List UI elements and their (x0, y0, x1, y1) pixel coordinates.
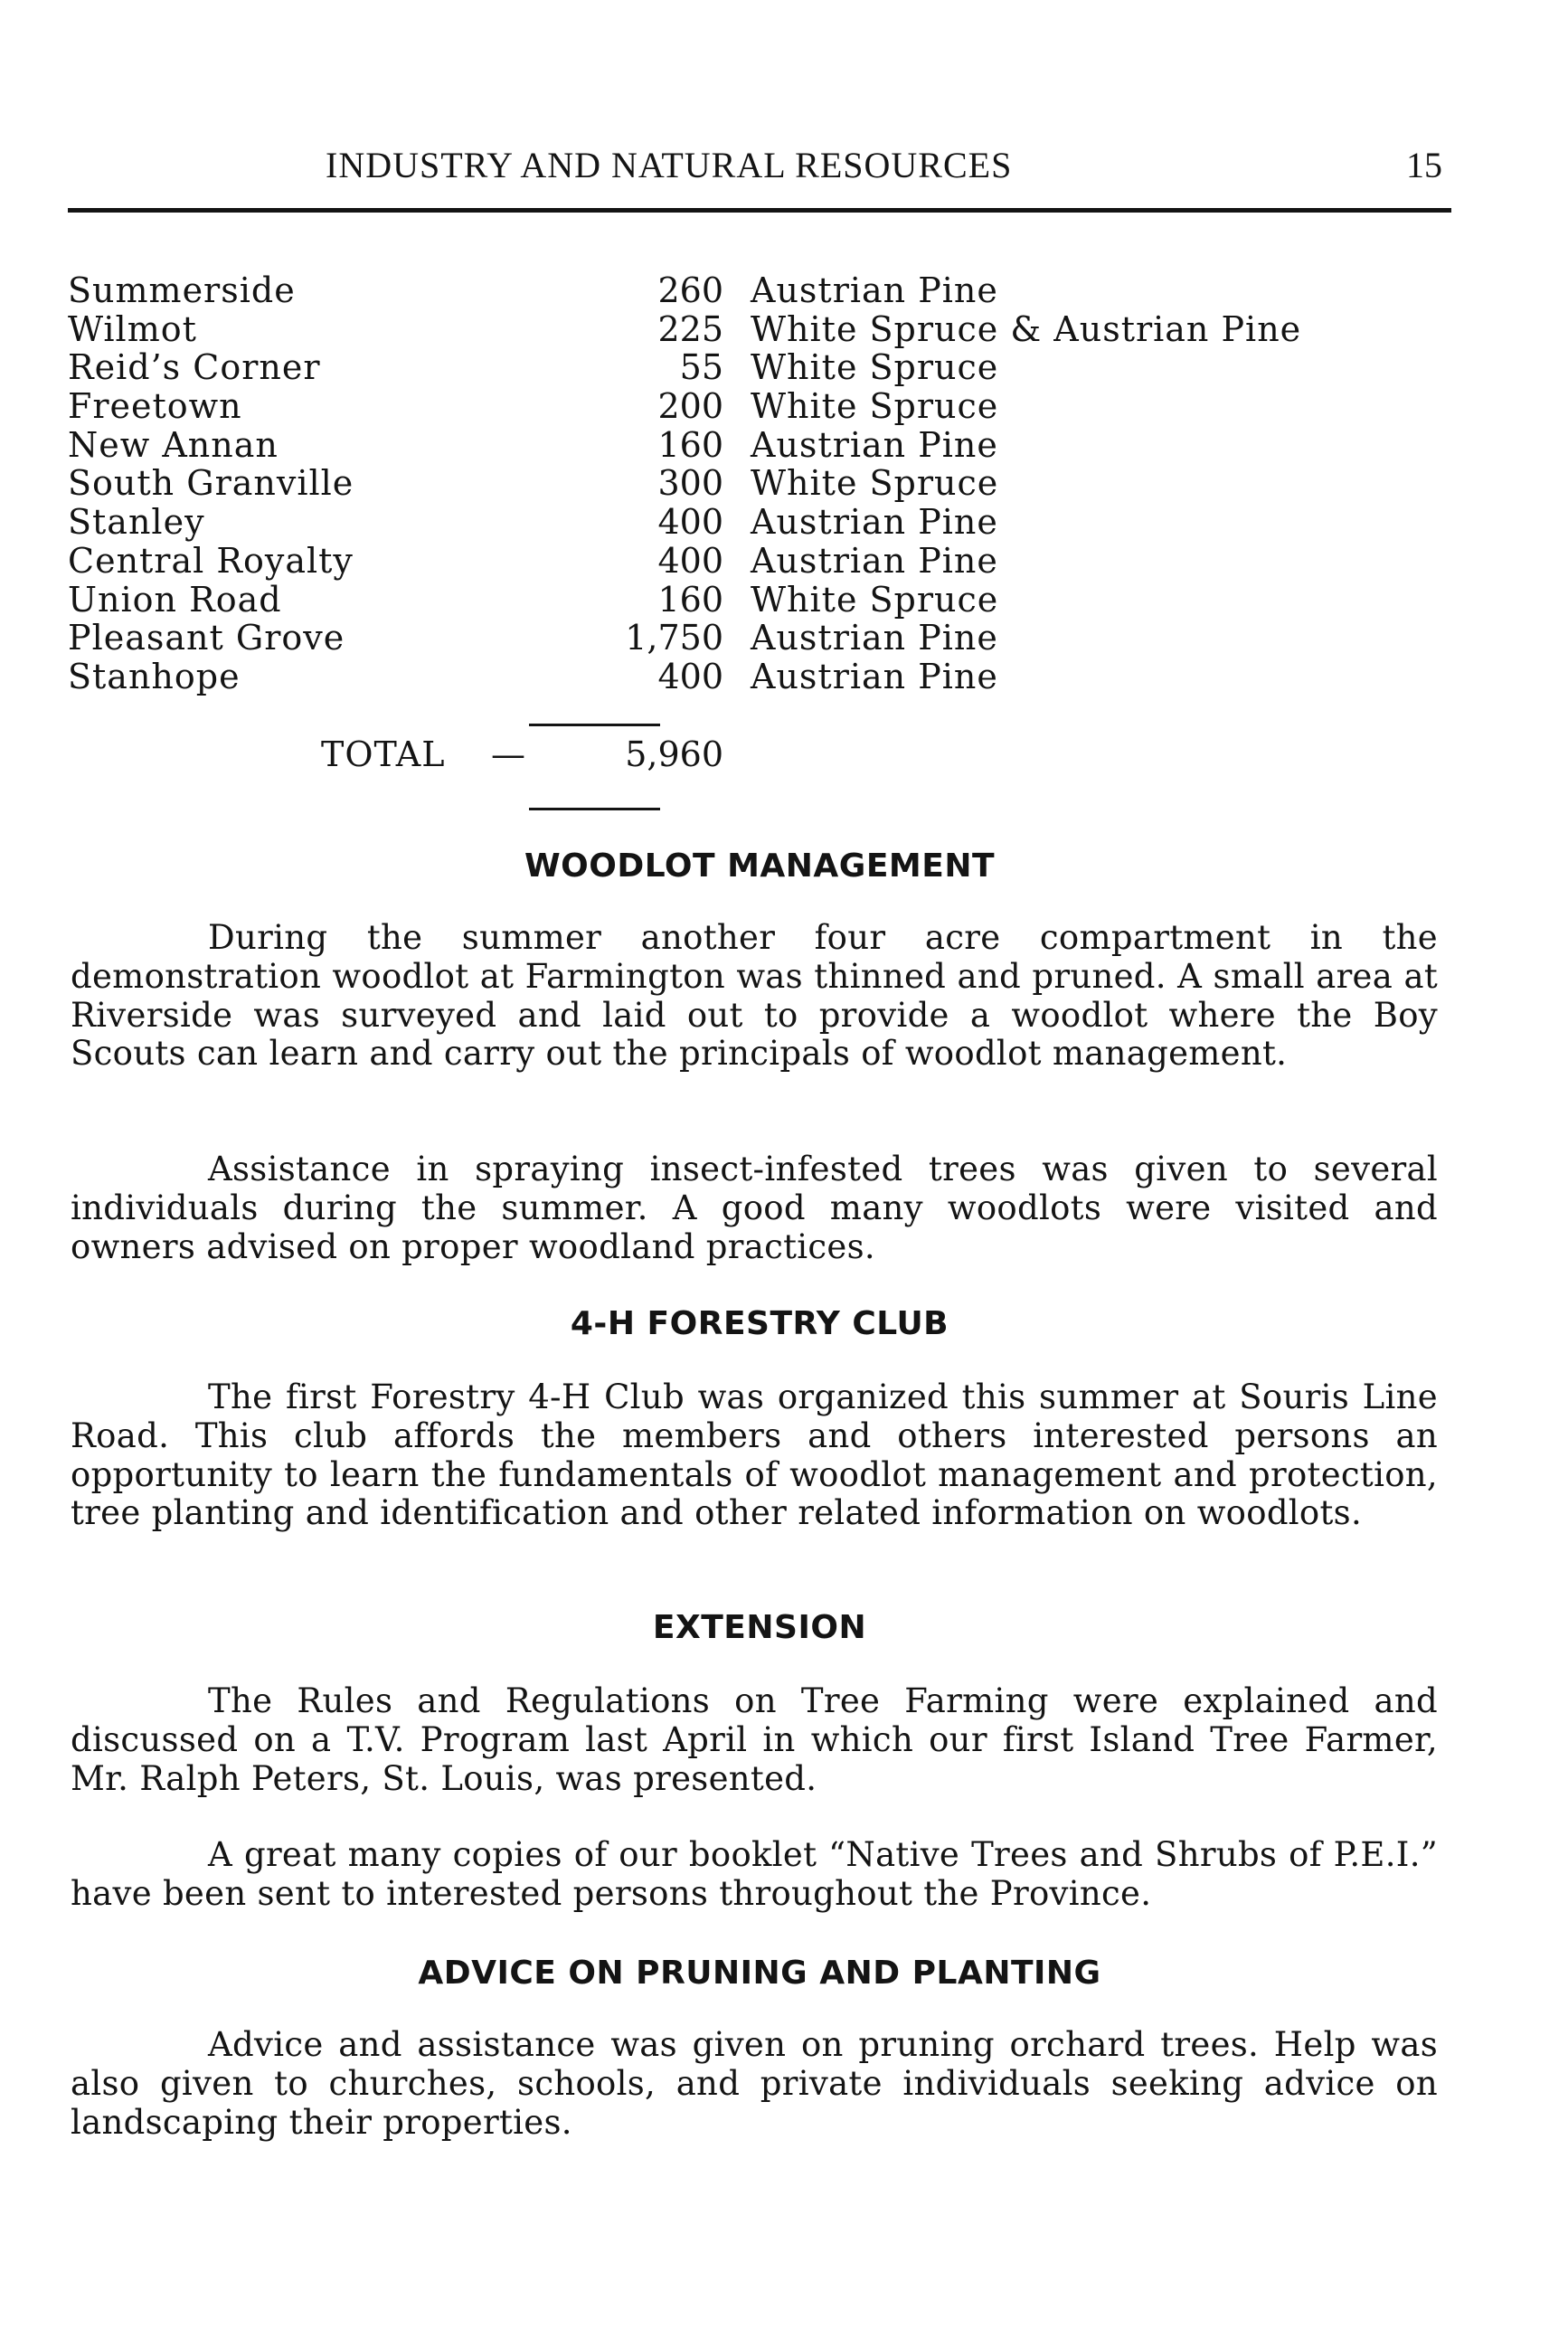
total-label: TOTAL (321, 734, 446, 774)
table-row (68, 658, 1451, 696)
table-row (68, 464, 1451, 503)
section-heading-4h-forestry-club: 4-H FORESTRY CLUB (570, 1305, 949, 1342)
table-row (68, 271, 1451, 310)
tree-count: 400 (657, 540, 723, 581)
paragraph: The first Forestry 4-H Club was organized this summer at Souris Line Road. This club affords the members and others interested persons an opportunity to learn the fundamentals of woodlot management and protection, tree planting and identification and other related information on woodlots. (71, 1378, 1438, 1533)
place-name: Pleasant Grove (68, 618, 345, 658)
paragraph: A great many copies of our booklet “Native Trees and Shrubs of P.E.I.” have been sent to interested persons throughout the Province. (71, 1835, 1438, 1913)
tree-count: 200 (657, 386, 723, 427)
tree-species: Austrian Pine (751, 424, 998, 465)
tree-species: Austrian Pine (751, 540, 998, 581)
place-name: Stanley (68, 502, 205, 543)
tree-species: Austrian Pine (751, 502, 998, 543)
table-row (68, 503, 1451, 542)
tree-species: Austrian Pine (751, 618, 998, 658)
tree-count: 1,750 (625, 618, 723, 658)
place-name: Summerside (68, 270, 296, 310)
header-rule (68, 208, 1451, 213)
table-row (68, 426, 1451, 465)
tree-count: 260 (657, 270, 723, 310)
section-heading-extension: EXTENSION (652, 1609, 867, 1646)
table-row (68, 348, 1451, 387)
place-name: Wilmot (68, 308, 197, 349)
section-heading-advice-on-pruning-and-planting: ADVICE ON PRUNING AND PLANTING (418, 1955, 1101, 1992)
table-row (68, 581, 1451, 620)
table-row (68, 542, 1451, 581)
table-row (68, 387, 1451, 426)
table-row (68, 619, 1451, 658)
total-row (68, 733, 1451, 776)
tree-count: 300 (657, 463, 723, 504)
tree-species: White Spruce (751, 386, 999, 427)
header-title: INDUSTRY AND NATURAL RESOURCES (326, 145, 1013, 185)
tree-species: White Spruce (751, 579, 999, 620)
total-value: 5,960 (625, 734, 723, 774)
tree-count: 55 (679, 347, 723, 388)
paragraph: The Rules and Regulations on Tree Farming were explained and discussed on a T.V. Program last April in which our first Island Tree Farmer, Mr. Ralph Peters, St. Louis, was presented. (71, 1681, 1438, 1798)
place-name: New Annan (68, 424, 279, 465)
tree-count: 225 (657, 308, 723, 349)
place-name: Union Road (68, 579, 282, 620)
section-heading-woodlot-management: WOODLOT MANAGEMENT (524, 847, 996, 885)
total-rule-top (529, 724, 660, 726)
paragraph: Assistance in spraying insect-infested trees was given to several individuals during the summer. A good many woodlots were visited and owners advised on proper woodland practices. (71, 1150, 1438, 1266)
tree-species: White Spruce (751, 463, 999, 504)
paragraph: Advice and assistance was given on pruning orchard trees. Help was also given to churches, schools, and private individuals seeking advice on landscaping their properties. (71, 2025, 1438, 2142)
tree-species: White Spruce (751, 347, 999, 388)
plantings-table (68, 271, 1451, 696)
paragraph: During the summer another four acre compartment in the demonstration woodlot at Farmington was thinned and pruned. A small area at Riverside was surveyed and laid out to provide a woodlot where the Boy Scouts can learn and carry out the principals of woodlot management. (71, 918, 1438, 1074)
place-name: Central Royalty (68, 540, 354, 581)
page-number: 15 (1406, 145, 1442, 185)
place-name: Freetown (68, 386, 242, 427)
tree-count: 400 (657, 502, 723, 543)
tree-species: White Spruce & Austrian Pine (751, 308, 1302, 349)
place-name: Reid’s Corner (68, 347, 321, 388)
tree-species: Austrian Pine (751, 270, 998, 310)
running-header (68, 143, 1451, 197)
tree-count: 160 (657, 424, 723, 465)
tree-species: Austrian Pine (751, 656, 998, 696)
tree-count: 160 (657, 579, 723, 620)
total-dash: — (491, 734, 525, 774)
place-name: South Granville (68, 463, 354, 504)
total-rule-bottom (529, 808, 660, 810)
table-row (68, 310, 1451, 349)
tree-count: 400 (657, 656, 723, 696)
place-name: Stanhope (68, 656, 241, 696)
